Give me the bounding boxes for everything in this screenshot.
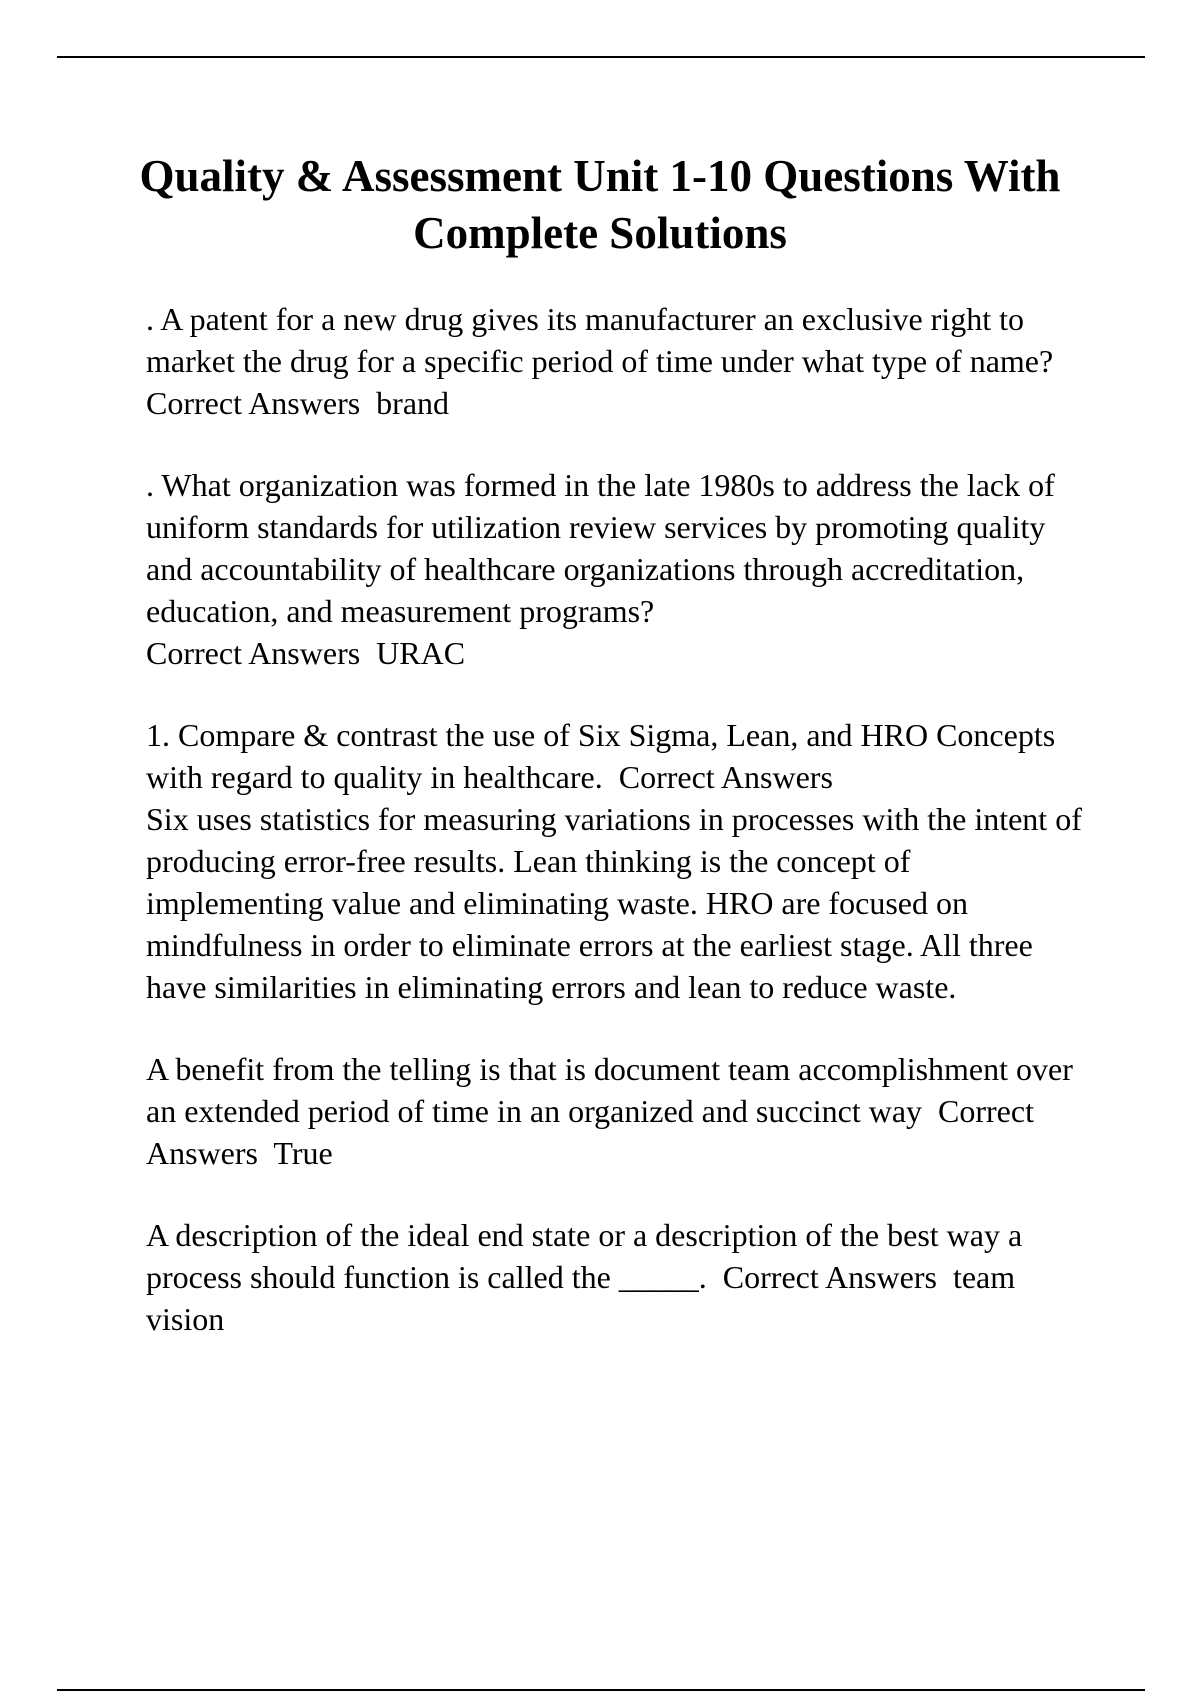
qa-list <box>146 298 1096 1380</box>
answer-label: Correct Answers <box>146 635 361 671</box>
question-text: 1. Compare & contrast the use of Six Sigma, Lean, and HRO Concepts with regard to quality in healthcare. <box>146 717 1064 795</box>
qa-item-1 <box>146 298 1096 424</box>
answer-label: Correct Answers <box>146 1093 1041 1171</box>
answer-text: URAC <box>376 635 466 671</box>
question-text: A description of the ideal end state or a description of the best way a process should function is called the _____. <box>146 1217 1031 1295</box>
answer-text: brand <box>376 385 450 421</box>
answer-text: True <box>273 1135 333 1171</box>
qa-item-5 <box>146 1214 1096 1340</box>
question-text: A benefit from the telling is that is document team accomplishment over an extended period of time in an organized and succinct way <box>146 1051 1081 1129</box>
answer-text: team vision <box>146 1259 1024 1337</box>
qa-item-4 <box>146 1048 1096 1174</box>
question-text: . What organization was formed in the late 1980s to address the lack of uniform standards for utilization review services by promoting quality and accountability of healthcare organizations through accreditation, education, and measurement programs? <box>146 467 1063 629</box>
qa-item-3 <box>146 714 1096 1008</box>
answer-text: Six uses statistics for measuring variations in processes with the intent of producing error-free results. Lean thinking is the concept of implementing value and eliminating waste. HRO are focused on mindfulness in order to eliminate errors at the earliest stage. All three have similarities in eliminating errors and lean to reduce waste. <box>146 801 1090 1005</box>
qa-item-2 <box>146 464 1096 674</box>
document-title: Quality & Assessment Unit 1-10 Questions With Complete Solutions <box>139 151 1061 258</box>
question-text: . A patent for a new drug gives its manufacturer an exclusive right to market the drug for a specific period of time under what type of name? <box>146 301 1054 379</box>
top-rule <box>57 56 1145 58</box>
answer-label: Correct Answers <box>722 1259 937 1295</box>
answer-label: Correct Answers <box>146 385 361 421</box>
bottom-rule <box>57 1689 1145 1691</box>
answer-label: Correct Answers <box>618 759 833 795</box>
